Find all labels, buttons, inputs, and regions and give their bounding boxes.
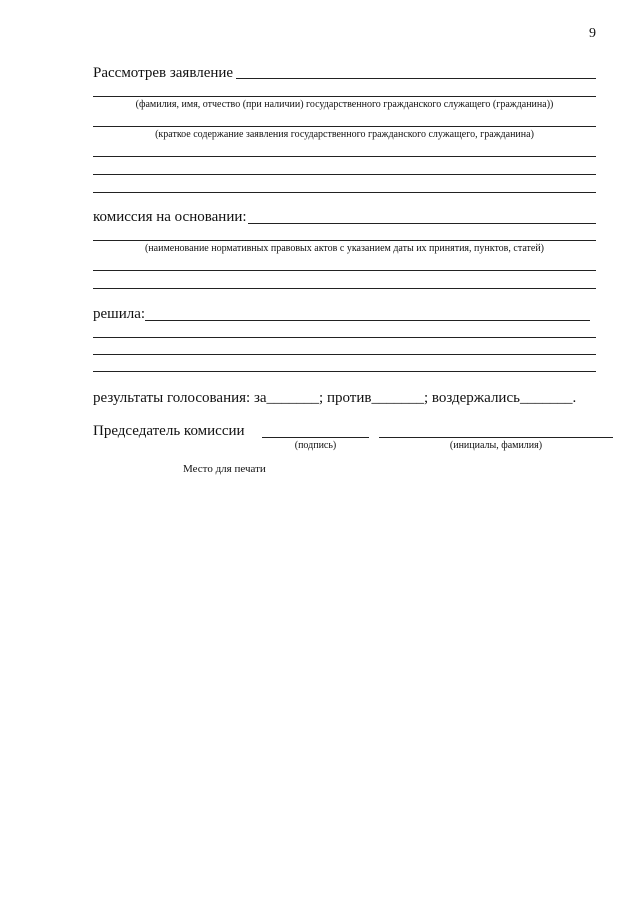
decision-line-3[interactable]: [93, 354, 596, 355]
chairman-label: Председатель комиссии: [93, 423, 245, 439]
initials-surname-line[interactable]: [379, 437, 613, 438]
voting-results: результаты голосования: за_______; против_______; воздержались_______.: [93, 390, 577, 406]
application-summary-caption: (краткое содержание заявления государственного гражданского служащего, гражданина): [155, 129, 534, 140]
application-review-label: Рассмотрев заявление: [93, 65, 234, 81]
signature-caption: (подпись): [294, 440, 337, 451]
applicant-name-line-2[interactable]: [93, 96, 596, 97]
application-summary-line-1[interactable]: [93, 126, 596, 127]
legal-basis-line-2[interactable]: [93, 240, 596, 241]
commission-basis-label: комиссия на основании:: [93, 209, 247, 225]
decision-line-1[interactable]: [145, 320, 590, 321]
signature-line[interactable]: [262, 437, 369, 438]
page-number: 9: [589, 26, 596, 41]
decision-line-4[interactable]: [93, 371, 596, 372]
application-summary-line-2[interactable]: [93, 156, 596, 157]
legal-basis-line-3[interactable]: [93, 270, 596, 271]
legal-basis-caption: (наименование нормативных правовых актов с указанием даты их принятия, пунктов, статей): [144, 243, 545, 254]
stamp-place-label: Место для печати: [183, 463, 266, 475]
application-summary-line-4[interactable]: [93, 192, 596, 193]
initials-surname-caption: (инициалы, фамилия): [449, 440, 543, 451]
applicant-name-caption: (фамилия, имя, отчество (при наличии) государственного гражданского служащего (гражданина)): [135, 99, 554, 110]
legal-basis-line-4[interactable]: [93, 288, 596, 289]
decision-line-2[interactable]: [93, 337, 596, 338]
application-summary-line-3[interactable]: [93, 174, 596, 175]
legal-basis-line-1[interactable]: [248, 223, 596, 224]
decision-label: решила:: [93, 306, 146, 322]
applicant-name-line-1[interactable]: [236, 78, 596, 79]
